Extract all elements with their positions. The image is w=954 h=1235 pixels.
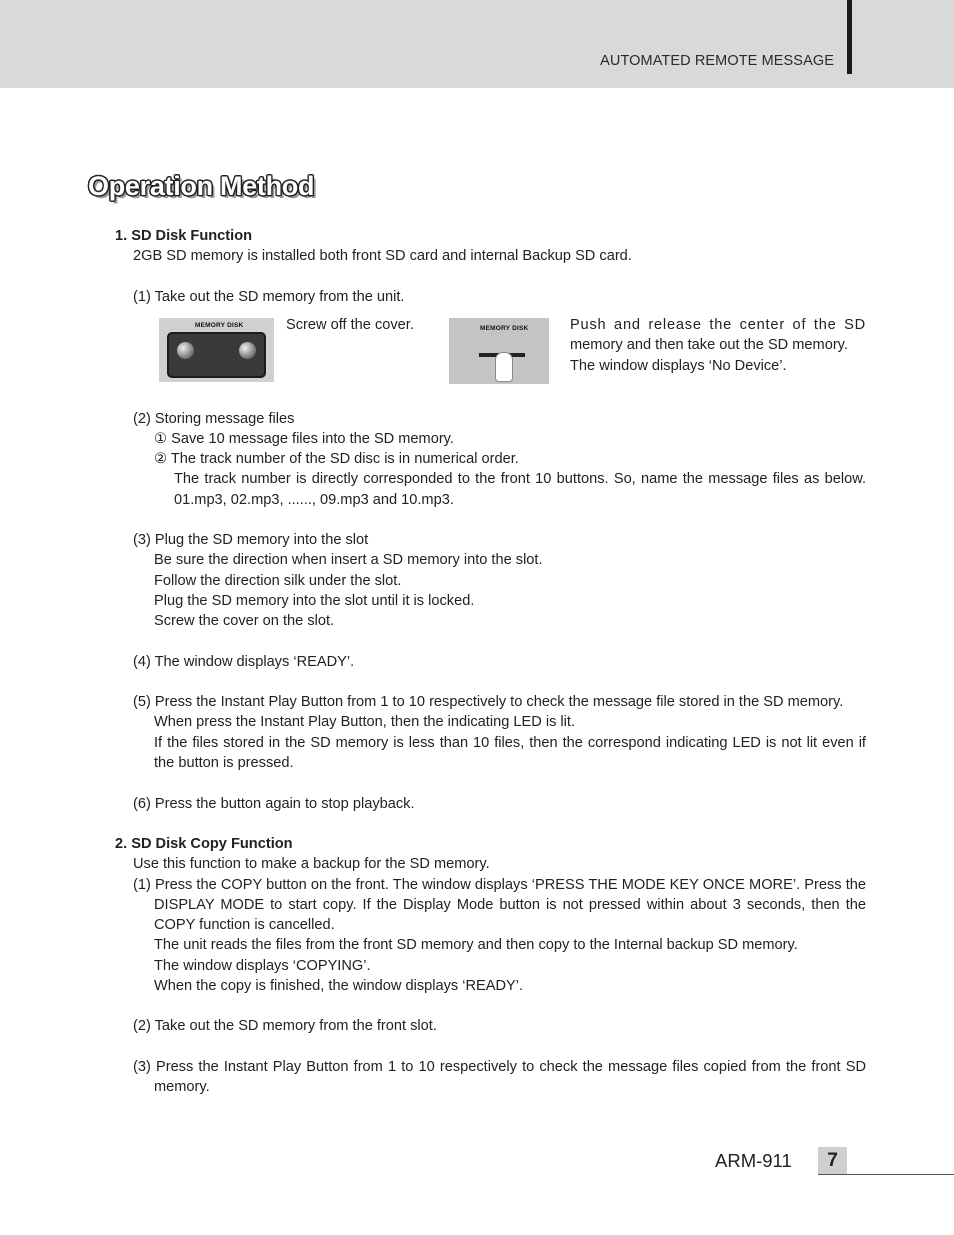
copy-step1-line3: COPY function is cancelled. (154, 917, 335, 933)
footer-model: ARM-911 (715, 1150, 792, 1171)
step5-line3: the button is pressed. (154, 755, 294, 771)
step2-item2-detail: The track number is directly corresponded to the front 10 buttons. So, name the message files as below. (174, 471, 866, 487)
page-number: 7 (818, 1147, 847, 1174)
step3-line3: Plug the SD memory into the slot until it is locked. (154, 593, 475, 609)
copy-step3-line1: (3) Press the Instant Play Button from 1 to 10 respectively to check the message files copied from the front SD (133, 1059, 866, 1075)
photo2-caption-line3: The window displays ‘No Device’. (570, 358, 787, 374)
section1-step1: (1) Take out the SD memory from the unit. (133, 289, 405, 305)
memory-disk-slot-photo (449, 318, 549, 384)
copy-step3-line2: memory. (154, 1079, 210, 1095)
step3-line1: Be sure the direction when insert a SD memory into the slot. (154, 552, 543, 568)
step3-title: (3) Plug the SD memory into the slot (133, 532, 369, 548)
page-title: Operation Method (88, 171, 315, 201)
section2-intro: Use this function to make a backup for the SD memory. (133, 856, 490, 872)
section2-heading: 2. SD Disk Copy Function (115, 836, 293, 852)
finger-press-icon (495, 352, 513, 382)
copy-step1-line1: (1) Press the COPY button on the front. The window displays ‘PRESS THE MODE KEY ONCE MORE’. Press the (133, 877, 866, 893)
copy-step1-line6: When the copy is finished, the window displays ‘READY’. (154, 978, 524, 994)
step2-item2-example: 01.mp3, 02.mp3, ......, 09.mp3 and 10.mp3. (174, 492, 454, 508)
step6: (6) Press the button again to stop playback. (133, 796, 415, 812)
step3-line2: Follow the direction silk under the slot. (154, 573, 402, 589)
footer-rule (818, 1174, 954, 1175)
step3-line4: Screw the cover on the slot. (154, 613, 335, 629)
step5-title: (5) Press the Instant Play Button from 1 to 10 respectively to check the message file stored in the SD memory. (133, 694, 844, 710)
step2-title: (2) Storing message files (133, 411, 295, 427)
step4: (4) The window displays ‘READY’. (133, 654, 355, 670)
copy-step1-line2: DISPLAY MODE to start copy. If the Display Mode button is not pressed within about 3 seconds, then the (154, 897, 866, 913)
header-band (0, 0, 954, 88)
step2-item1: ① Save 10 message files into the SD memory. (154, 431, 454, 447)
step5-line2: If the files stored in the SD memory is less than 10 files, then the correspond indicating LED is not lit even if (154, 735, 866, 751)
step5-line1: When press the Instant Play Button, then the indicating LED is lit. (154, 714, 576, 730)
section1-heading: 1. SD Disk Function (115, 228, 253, 244)
cover-panel (167, 332, 266, 378)
step2-item2: ② The track number of the SD disc is in numerical order. (154, 451, 519, 467)
screw-icon (177, 342, 194, 359)
photo2-caption-line1: Push and release the center of the SD (570, 317, 866, 333)
copy-step1-line4: The unit reads the files from the front SD memory and then copy to the Internal backup SD memory. (154, 937, 798, 953)
header-accent-bar (847, 0, 852, 74)
copy-step2: (2) Take out the SD memory from the front slot. (133, 1018, 437, 1034)
photo1-caption: Screw off the cover. (286, 317, 414, 333)
photo2-caption-line2: memory and then take out the SD memory. (570, 337, 848, 353)
copy-step1-line5: The window displays ‘COPYING’. (154, 958, 371, 974)
section1-intro: 2GB SD memory is installed both front SD card and internal Backup SD card. (133, 248, 632, 264)
photo2-label: MEMORY DISK (480, 325, 529, 332)
screw-icon (239, 342, 256, 359)
header-title: AUTOMATED REMOTE MESSAGE (600, 53, 834, 69)
photo1-label: MEMORY DISK (195, 322, 244, 329)
memory-disk-cover-photo (159, 318, 274, 382)
